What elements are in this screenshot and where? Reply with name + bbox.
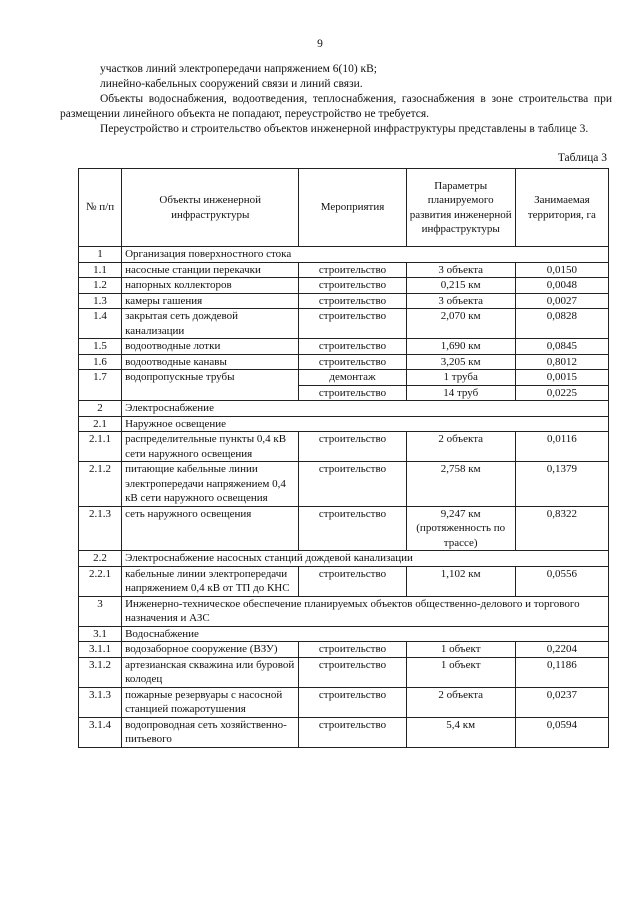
row-parameter: 0,215 км (406, 278, 515, 294)
row-number: 3 (79, 596, 122, 626)
intro-text (60, 62, 612, 137)
table-section-row (79, 401, 609, 417)
row-measure: строительство (299, 642, 406, 658)
header-number: № п/п (79, 169, 122, 247)
table-section-row (79, 596, 609, 626)
row-measure: строительство (299, 462, 406, 507)
row-object: сеть наружного освещения (122, 506, 299, 551)
row-number: 1.1 (79, 262, 122, 278)
row-number: 3.1.2 (79, 657, 122, 687)
row-parameter: 2,758 км (406, 462, 515, 507)
row-measure: строительство (299, 687, 406, 717)
row-number: 3.1 (79, 626, 122, 642)
row-number: 1.7 (79, 370, 122, 401)
section-title: Наружное освещение (122, 416, 609, 432)
row-area: 0,0828 (515, 309, 608, 339)
table-section-row (79, 626, 609, 642)
row-parameter: 3,205 км (406, 354, 515, 370)
row-measure: строительство (299, 309, 406, 339)
row-number: 1.4 (79, 309, 122, 339)
row-measure: строительство (299, 262, 406, 278)
row-area: 0,0556 (515, 566, 608, 596)
row-parameter: 3 объекта (406, 262, 515, 278)
intro-paragraph: Переустройство и строительство объектов инженерной инфраструктуры представлены в таблице 3. (100, 123, 589, 135)
row-area: 0,1186 (515, 657, 608, 687)
row-measure: строительство (299, 432, 406, 462)
row-parameter: 1 объект (406, 657, 515, 687)
row-object: кабельные линии электропередачи напряжением 0,4 кВ от ТП до КНС (122, 566, 299, 596)
row-number: 1.6 (79, 354, 122, 370)
row-parameter: 1,690 км (406, 339, 515, 355)
row-area: 0,0116 (515, 432, 608, 462)
row-object: артезианская скважина или буровой колодец (122, 657, 299, 687)
row-parameter: 3 объекта (406, 293, 515, 309)
row-object: водопроводная сеть хозяйственно-питьевого (122, 717, 299, 747)
row-parameter: 5,4 км (406, 717, 515, 747)
row-object: пожарные резервуары с насосной станцией пожаротушения (122, 687, 299, 717)
row-object: водоотводные лотки (122, 339, 299, 355)
table-row (79, 687, 609, 717)
section-title: Электроснабжение (122, 401, 609, 417)
row-area: 0,0048 (515, 278, 608, 294)
row-area: 0,8322 (515, 506, 608, 551)
row-parameter: 9,247 км (протяженность по трассе) (406, 506, 515, 551)
row-area: 0,0015 (515, 370, 608, 386)
row-parameter: 2 объекта (406, 432, 515, 462)
table-row (79, 370, 609, 386)
row-parameter: 1 труба (406, 370, 515, 386)
table-row (79, 354, 609, 370)
row-measure: строительство (299, 278, 406, 294)
row-area: 0,0237 (515, 687, 608, 717)
row-number: 2.1.1 (79, 432, 122, 462)
table-row (79, 432, 609, 462)
table-row (79, 657, 609, 687)
page-number: 9 (317, 38, 323, 50)
row-number: 1.5 (79, 339, 122, 355)
row-object: водозаборное сооружение (ВЗУ) (122, 642, 299, 658)
infrastructure-table (78, 168, 609, 748)
table-row (79, 642, 609, 658)
header-measure: Мероприятия (299, 169, 406, 247)
row-measure: строительство (299, 506, 406, 551)
row-area: 0,0150 (515, 262, 608, 278)
section-title: Электроснабжение насосных станций дождевой канализации (122, 551, 609, 567)
row-number: 1.2 (79, 278, 122, 294)
row-area: 0,1379 (515, 462, 608, 507)
row-number: 2 (79, 401, 122, 417)
row-parameter: 1 объект (406, 642, 515, 658)
table-row (79, 278, 609, 294)
table-section-row (79, 416, 609, 432)
table-row (79, 717, 609, 747)
row-area: 0,0027 (515, 293, 608, 309)
table-row (79, 339, 609, 355)
row-parameter: 2,070 км (406, 309, 515, 339)
row-number: 3.1.1 (79, 642, 122, 658)
table-row (79, 506, 609, 551)
row-measure: строительство (299, 717, 406, 747)
section-title: Водоснабжение (122, 626, 609, 642)
section-title: Организация поверхностного стока (122, 247, 609, 263)
table-row (79, 566, 609, 596)
row-area: 0,0594 (515, 717, 608, 747)
row-number: 1.3 (79, 293, 122, 309)
table-section-row (79, 247, 609, 263)
table-caption: Таблица 3 (557, 152, 607, 164)
row-number: 3.1.4 (79, 717, 122, 747)
row-parameter: 14 труб (406, 385, 515, 401)
row-number: 3.1.3 (79, 687, 122, 717)
row-object: питающие кабельные линии электропередачи напряжением 0,4 кВ сети наружного освещения (122, 462, 299, 507)
row-area: 0,0845 (515, 339, 608, 355)
row-measure: строительство (299, 339, 406, 355)
table-row (79, 309, 609, 339)
row-number: 1 (79, 247, 122, 263)
row-number: 2.1.2 (79, 462, 122, 507)
row-measure: строительство (299, 657, 406, 687)
row-object: напорных коллекторов (122, 278, 299, 294)
intro-line: участков линий электропередачи напряжением 6(10) кВ; (100, 63, 377, 75)
row-measure: строительство (299, 293, 406, 309)
table-row (79, 262, 609, 278)
row-area: 0,0225 (515, 385, 608, 401)
row-object: распределительные пункты 0,4 кВ сети наружного освещения (122, 432, 299, 462)
row-measure: демонтаж (299, 370, 406, 386)
table-body (79, 247, 609, 748)
row-number: 2.2.1 (79, 566, 122, 596)
row-object: насосные станции перекачки (122, 262, 299, 278)
table-section-row (79, 551, 609, 567)
row-number: 2.1.3 (79, 506, 122, 551)
table-row (79, 293, 609, 309)
row-area: 0,8012 (515, 354, 608, 370)
row-measure: строительство (299, 566, 406, 596)
row-parameter: 2 объекта (406, 687, 515, 717)
row-measure: строительство (299, 354, 406, 370)
row-object: водоотводные канавы (122, 354, 299, 370)
row-area: 0,2204 (515, 642, 608, 658)
row-measure: строительство (299, 385, 406, 401)
intro-line: линейно-кабельных сооружений связи и линий связи. (100, 78, 363, 90)
row-object: водопропускные трубы (122, 370, 299, 401)
row-object: закрытая сеть дождевой канализации (122, 309, 299, 339)
row-object: камеры гашения (122, 293, 299, 309)
row-parameter: 1,102 км (406, 566, 515, 596)
header-area: Занимаемая территория, га (515, 169, 608, 247)
table-row (79, 462, 609, 507)
table-header-row (79, 169, 609, 247)
header-parameters: Параметры планируемого развития инженерной инфраструктуры (406, 169, 515, 247)
row-number: 2.2 (79, 551, 122, 567)
intro-paragraph: Объекты водоснабжения, водоотведения, теплоснабжения, газоснабжения в зоне строительства при размещении линейного объекта не попадают, переустройство не требуется. (60, 93, 612, 120)
row-number: 2.1 (79, 416, 122, 432)
section-title: Инженерно-техническое обеспечение планируемых объектов общественно-делового и торгового назначения и АЗС (122, 596, 609, 626)
header-object: Объекты инженерной инфраструктуры (122, 169, 299, 247)
